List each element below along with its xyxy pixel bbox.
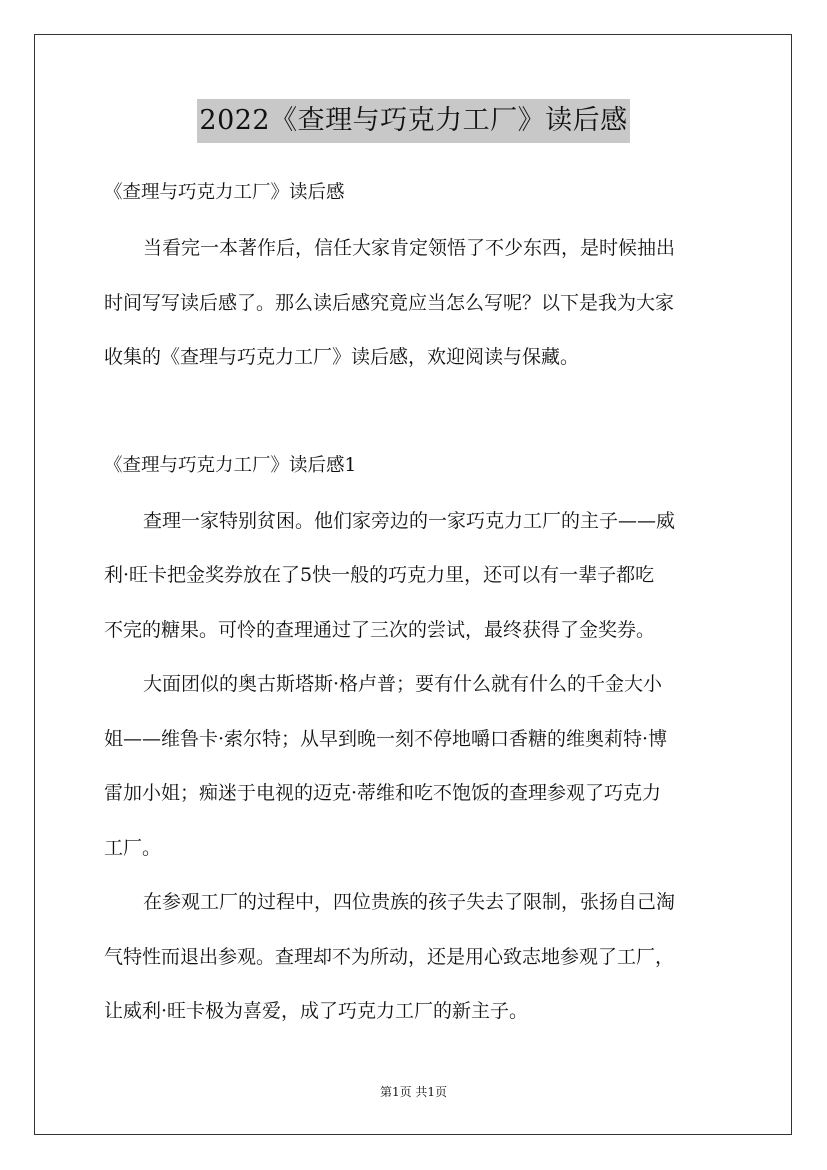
paragraph-line: 工厂。 xyxy=(104,837,162,859)
paragraph-line: 利·旺卡把金奖券放在了5快一般的巧克力里，还可以有一辈子都吃 xyxy=(104,564,655,586)
intro-line: 收集的《查理与巧克力工厂》读后感，欢迎阅读与保藏。 xyxy=(104,346,580,368)
document-subtitle: 《查理与巧克力工厂》读后感 xyxy=(104,182,345,203)
document-title: 2022《查理与巧克力工厂》读后感 xyxy=(197,99,629,143)
section-heading: 《查理与巧克力工厂》读后感1 xyxy=(104,455,357,476)
paragraph-line: 大面团似的奥古斯塔斯·格卢普；要有什么就有什么的千金大小 xyxy=(143,673,663,695)
page-footer: 第1页 共1页 xyxy=(379,1085,448,1099)
title-wrapper xyxy=(0,99,827,143)
paragraph-line: 查理一家特别贫困。他们家旁边的一家巧克力工厂的主子——威 xyxy=(143,510,676,532)
paragraph-line: 雷加小姐；痴迷于电视的迈克·蒂维和吃不饱饭的查理参观了巧克力 xyxy=(104,782,662,804)
paragraph-line: 让威利·旺卡极为喜爱，成了巧克力工厂的新主子。 xyxy=(104,1000,529,1022)
paragraph-line: 不完的糖果。可怜的查理通过了三次的尝试，最终获得了金奖券。 xyxy=(104,619,656,641)
intro-line: 当看完一本著作后，信任大家肯定领悟了不少东西，是时候抽出 xyxy=(143,237,676,259)
paragraph-line: 在参观工厂的过程中，四位贵族的孩子失去了限制，张扬自己淘 xyxy=(143,891,676,913)
paragraph-line: 姐——维鲁卡·索尔特；从早到晚一刻不停地嚼口香糖的维奥莉特·博 xyxy=(104,728,668,750)
intro-line: 时间写写读后感了。那么读后感究竟应当怎么写呢？以下是我为大家 xyxy=(104,292,675,314)
paragraph-line: 气特性而退出参观。查理却不为所动，还是用心致志地参观了工厂， xyxy=(104,946,675,968)
